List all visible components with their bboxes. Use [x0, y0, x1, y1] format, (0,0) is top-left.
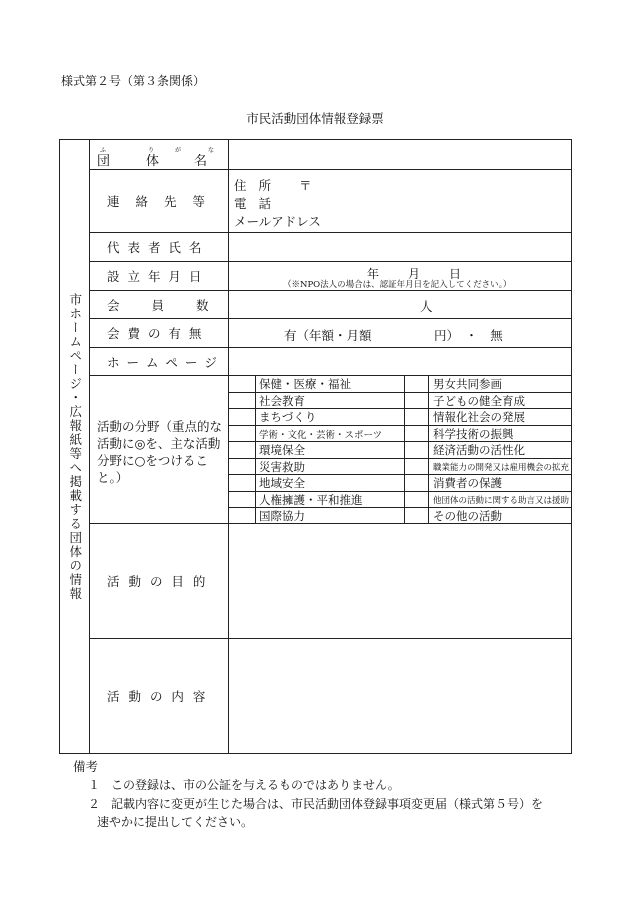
group-name-label-1: 団: [97, 154, 111, 169]
fee-options[interactable]: 有（年額・月額 円） ・ 無: [284, 328, 503, 343]
established-month: 月: [408, 267, 421, 281]
content-label: 活 動 の 内 容: [107, 689, 206, 704]
field-item-left: 人権擁護・平和推進: [259, 492, 363, 507]
field-item-right: 情報化社会の発展: [433, 410, 525, 424]
divider: [255, 375, 256, 523]
field-item-left: 地域安全: [259, 476, 305, 490]
homepage-label: ホ ー ム ペ ー ジ: [107, 354, 217, 370]
address-field[interactable]: [312, 173, 567, 190]
phone-label: 電 話: [234, 196, 271, 211]
field-item-left: 社会教育: [259, 393, 305, 408]
furigana-4: な: [208, 147, 215, 154]
group-name-label-3: 名: [194, 154, 208, 169]
note-1-number: １: [88, 778, 101, 792]
members-unit: 人: [420, 299, 433, 314]
note-2-number: ２: [88, 797, 101, 811]
established-day: 日: [449, 267, 462, 281]
email-label: メールアドレス: [234, 214, 321, 229]
group-name-label-2: 体: [146, 154, 160, 169]
field-item-left: 国際協力: [259, 508, 305, 523]
address-label: 住 所: [234, 178, 271, 193]
field-item-left: 保健・医療・福祉: [259, 377, 351, 391]
representative-field[interactable]: [229, 233, 571, 261]
note-2-continued: 速やかに提出してください。: [97, 815, 254, 829]
established-year: 年: [367, 267, 380, 281]
established-note: （※NPO法人の場合は、認証年月日を記入してください。）: [283, 280, 512, 290]
fee-label: 会 費 の 有 無: [107, 326, 202, 341]
representative-label: 代 表 者 氏 名: [107, 240, 202, 255]
established-label: 設 立 年 月 日: [107, 269, 202, 284]
field-item-right: 職業能力の開発又は雇用機会の拡充: [433, 462, 570, 473]
side-section-text: 市ホームページ・広報紙等へ掲載する団体の情報: [67, 292, 83, 601]
field-item-right: その他の活動: [433, 508, 502, 523]
field-item-right: 男女共同参画: [433, 377, 502, 391]
purpose-label: 活 動 の 目 的: [107, 574, 206, 589]
purpose-field[interactable]: [229, 524, 571, 638]
field-item-left: 災害救助: [259, 459, 305, 474]
note-1-text: この登録は、市の公証を与えるものではありません。: [111, 778, 400, 792]
furigana-2: り: [148, 147, 155, 154]
form-number: 様式第２号（第３条関係）: [61, 74, 206, 88]
field-item-left: 環境保全: [259, 443, 305, 457]
field-item-right: 科学技術の振興: [433, 426, 514, 441]
page-title: 市民活動団体情報登録票: [246, 111, 384, 126]
group-name-field[interactable]: [229, 141, 571, 168]
field-item-right: 消費者の保護: [433, 476, 502, 490]
field-item-right: 他団体の活動に関する助言又は援助: [433, 495, 570, 506]
side-section-label: [60, 140, 89, 753]
contact-label: 連 絡 先 等: [107, 194, 205, 209]
activity-fields-label: 活動の分野（重点的な活動に◎を、主な活動分野に○をつけること。）: [97, 419, 223, 485]
members-label: 会 員 数: [107, 297, 209, 313]
furigana-1: ふ: [100, 147, 107, 154]
email-field[interactable]: [325, 209, 567, 226]
field-item-right: 経済活動の活性化: [433, 443, 525, 457]
divider: [404, 375, 405, 523]
field-item-right: 子どもの健全育成: [433, 393, 525, 408]
divider: [428, 375, 429, 523]
homepage-field[interactable]: [229, 348, 571, 375]
postal-mark: 〒: [299, 178, 312, 193]
furigana-3: が: [175, 147, 182, 154]
field-item-left: まちづくり: [259, 410, 317, 424]
note-2-text: 記載内容に変更が生じた場合は、市民活動団体登録事項変更届（様式第５号）を: [111, 797, 544, 811]
field-mark-cell[interactable]: [229, 376, 255, 392]
phone-field[interactable]: [275, 191, 567, 208]
field-item-left: 学術・文化・芸術・スポーツ: [259, 429, 383, 441]
notes-title: 備考: [73, 759, 99, 774]
content-field[interactable]: [229, 639, 571, 753]
